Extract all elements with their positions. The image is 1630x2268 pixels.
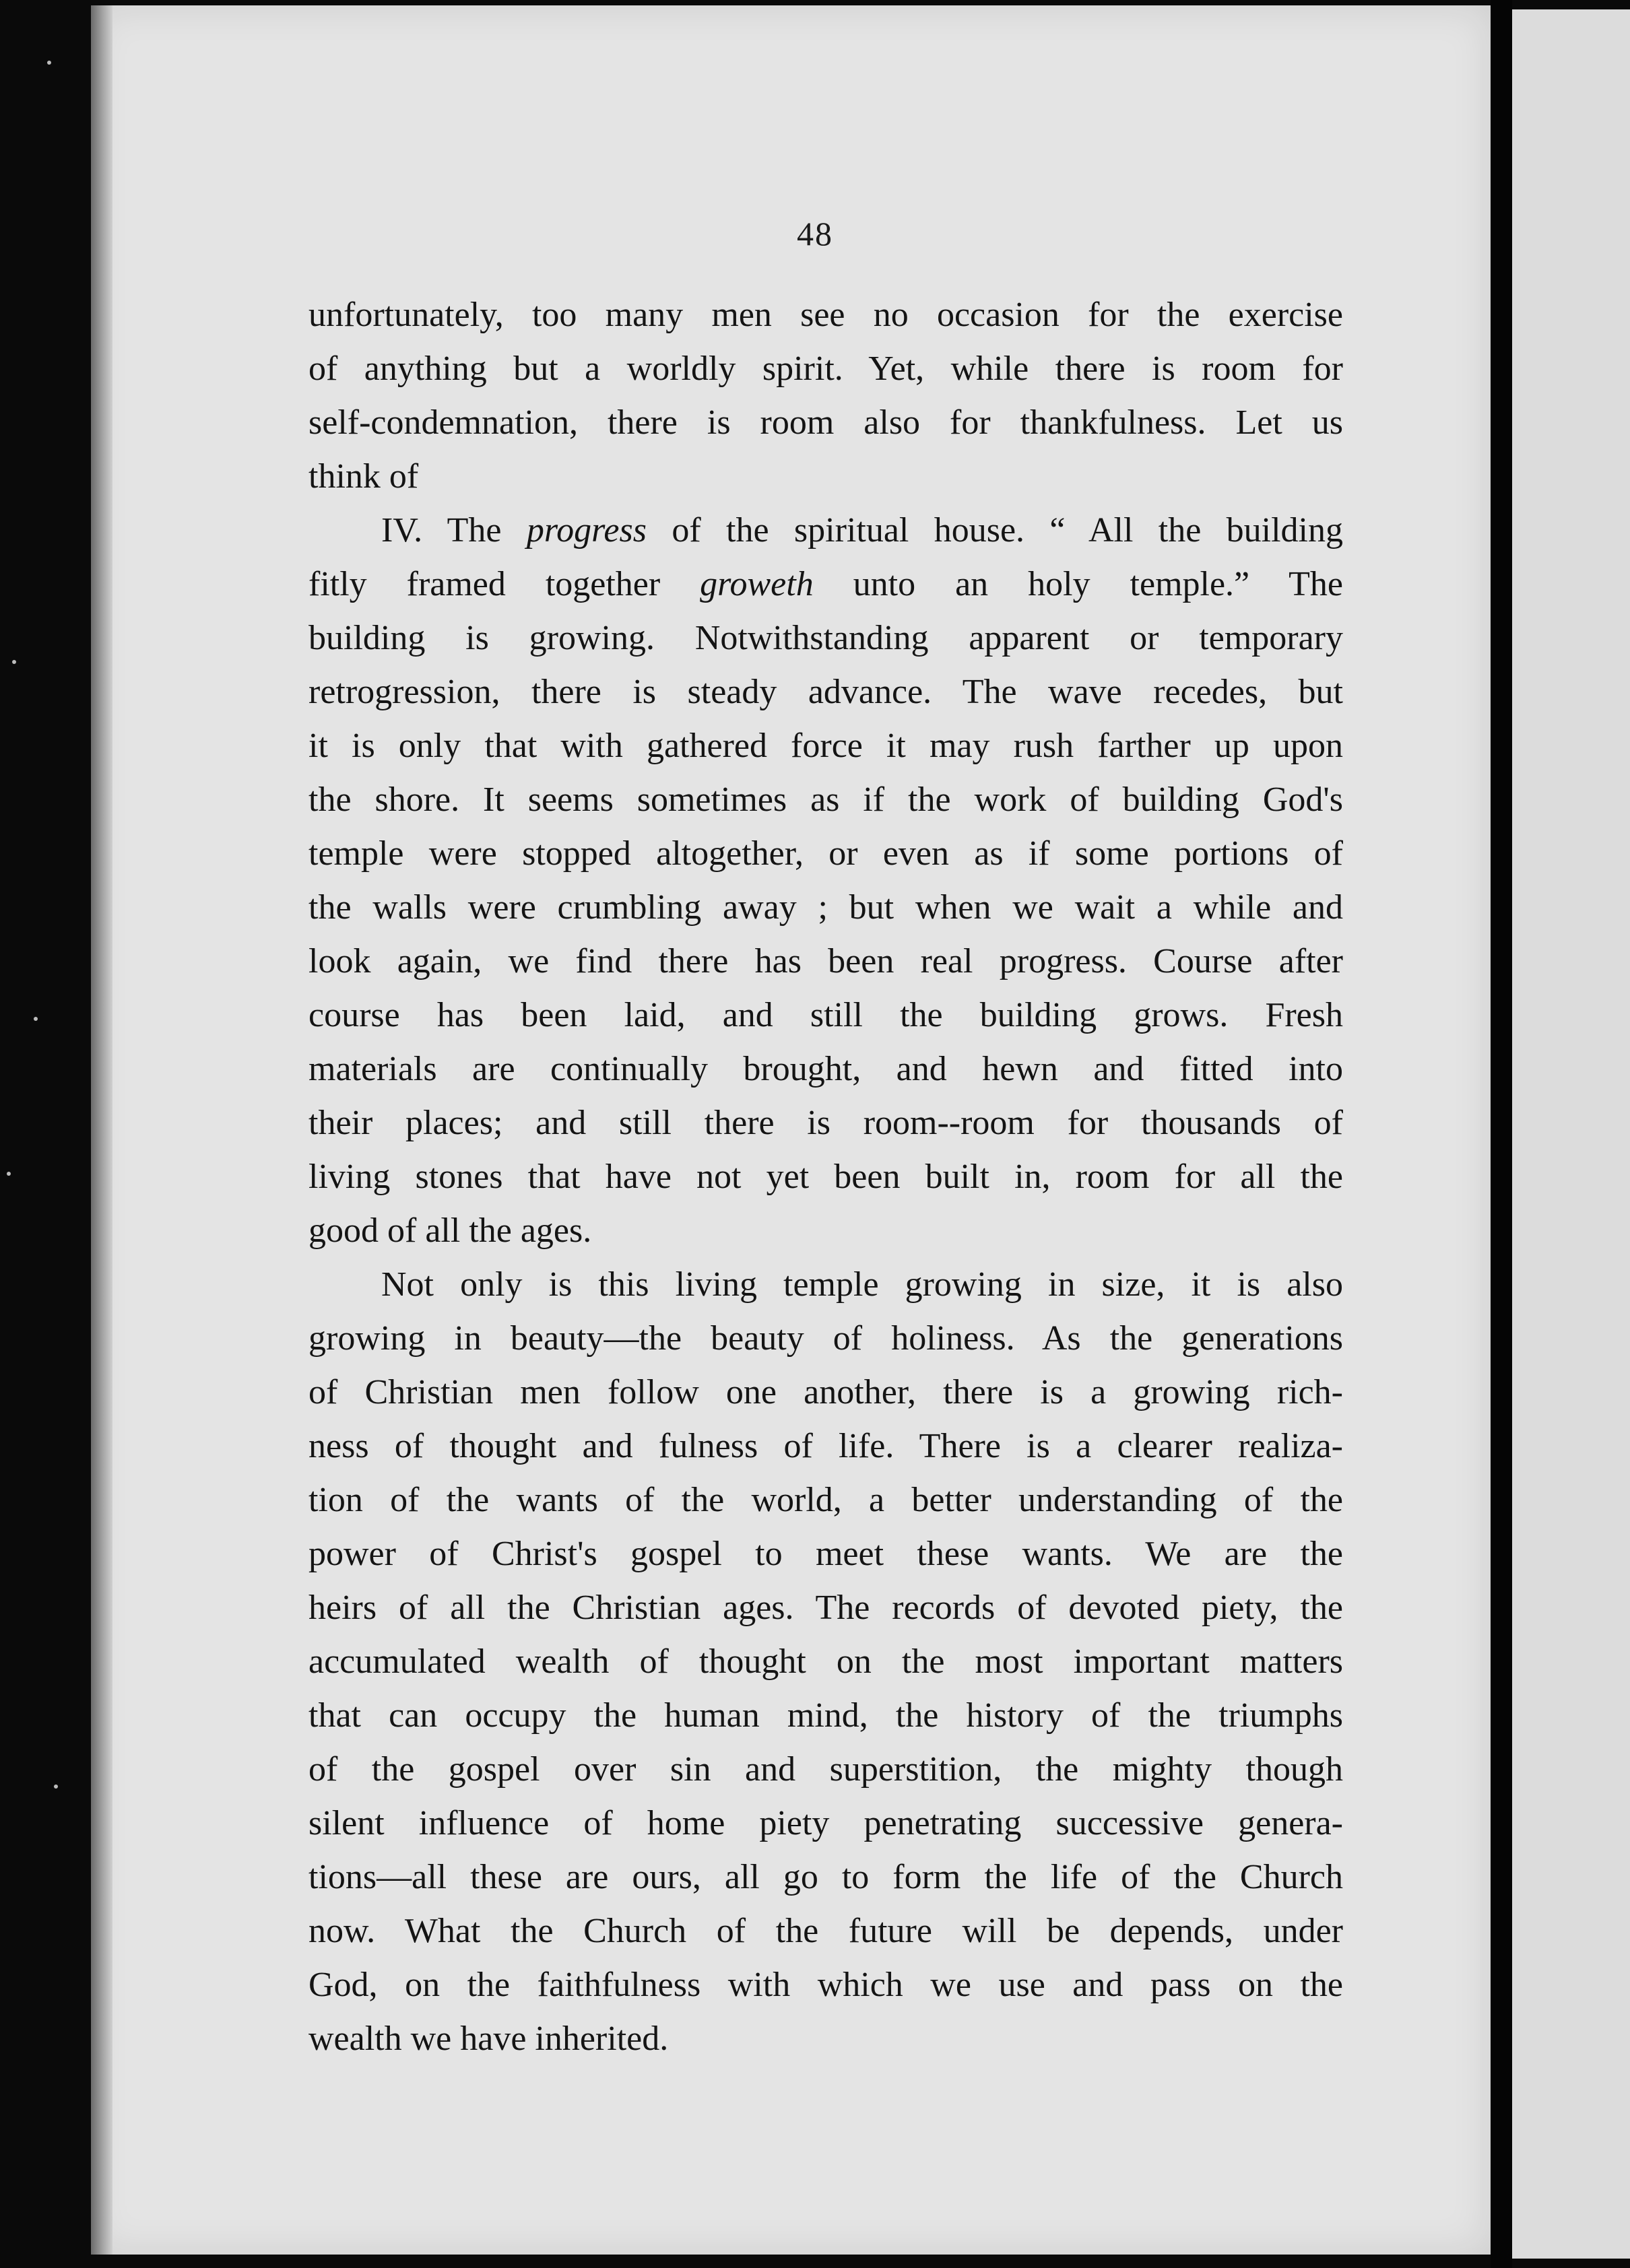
text-line: think of <box>308 457 419 496</box>
scan-speck <box>54 1785 58 1789</box>
text-line: wealth we have inherited. <box>308 2020 669 2058</box>
text-line: self-condemnation, there is room also for thankfulness. Let us <box>308 403 1343 442</box>
text-line <box>308 504 1343 558</box>
text-line: good of all the ages. <box>308 1211 592 1250</box>
text-line: of Christian men follow one another, there is a growing rich- <box>308 1373 1343 1411</box>
text-line: unfortunately, too many men see no occasion for the exercise <box>308 296 1343 334</box>
text-line: materials are continually brought, and hewn and fitted into <box>308 1050 1343 1088</box>
text-line: growing in beauty—the beauty of holiness. As the generations <box>308 1319 1343 1358</box>
text-line: accumulated wealth of thought on the most important matters <box>308 1642 1343 1681</box>
text-line: heirs of all the Christian ages. The records of devoted piety, the <box>308 1589 1343 1627</box>
text-line: that can occupy the human mind, the history of the triumphs <box>308 1696 1343 1735</box>
facing-page-edge <box>1512 9 1630 2259</box>
page-binding-edge <box>91 5 112 2255</box>
text-line: ness of thought and fulness of life. There is a clearer realiza- <box>308 1427 1343 1465</box>
text-line: it is only that with gathered force it may rush farther up upon <box>308 727 1343 765</box>
text-line: Not only is this living temple growing in size, it is also <box>381 1265 1343 1304</box>
page-number: 48 <box>797 215 833 253</box>
italic-word: groweth <box>700 565 814 603</box>
text-line: tion of the wants of the world, a better understanding of the <box>308 1481 1343 1519</box>
text-line: temple were stopped altogether, or even as if some portions of <box>308 834 1343 873</box>
page-gutter <box>1491 0 1512 2268</box>
text-line: of the gospel over sin and superstition, the mighty though <box>308 1750 1343 1789</box>
text-line: look again, we find there has been real progress. Course after <box>308 942 1343 980</box>
text-run: fitly framed together <box>308 565 700 603</box>
text-run: unto an holy temple.” The <box>813 565 1343 603</box>
text-line: their places; and still there is room--room for thousands of <box>308 1104 1343 1142</box>
text-line <box>308 558 1343 611</box>
text-line: silent influence of home piety penetrating successive genera- <box>308 1804 1343 1842</box>
text-line: course has been laid, and still the building grows. Fresh <box>308 996 1343 1034</box>
text-line: tions—all these are ours, all go to form the life of the Church <box>308 1858 1343 1896</box>
text-line: God, on the faithfulness with which we use and pass on the <box>308 1966 1343 2004</box>
text-line: living stones that have not yet been built in, room for all the <box>308 1158 1343 1196</box>
text-line: the walls were crumbling away ; but when we wait a while and <box>308 888 1343 927</box>
text-line: retrogression, there is steady advance. The wave recedes, but <box>308 673 1343 711</box>
text-line: now. What the Church of the future will be depends, under <box>308 1912 1343 1950</box>
text-run: of the spiritual house. “ All the building <box>646 511 1344 549</box>
text-line: building is growing. Notwithstanding apparent or temporary <box>308 619 1343 657</box>
text-line: power of Christ's gospel to meet these wants. We are the <box>308 1535 1343 1573</box>
body-text <box>308 288 1343 2066</box>
text-run: IV. The <box>381 511 527 549</box>
text-line: of anything but a worldly spirit. Yet, while there is room for <box>308 349 1343 388</box>
scan-speck <box>47 61 51 65</box>
scan-speck <box>34 1017 38 1021</box>
scan-speck <box>7 1172 11 1176</box>
scan-speck <box>12 660 16 664</box>
italic-word: progress <box>526 511 647 549</box>
text-line: the shore. It seems sometimes as if the work of building God's <box>308 780 1343 819</box>
